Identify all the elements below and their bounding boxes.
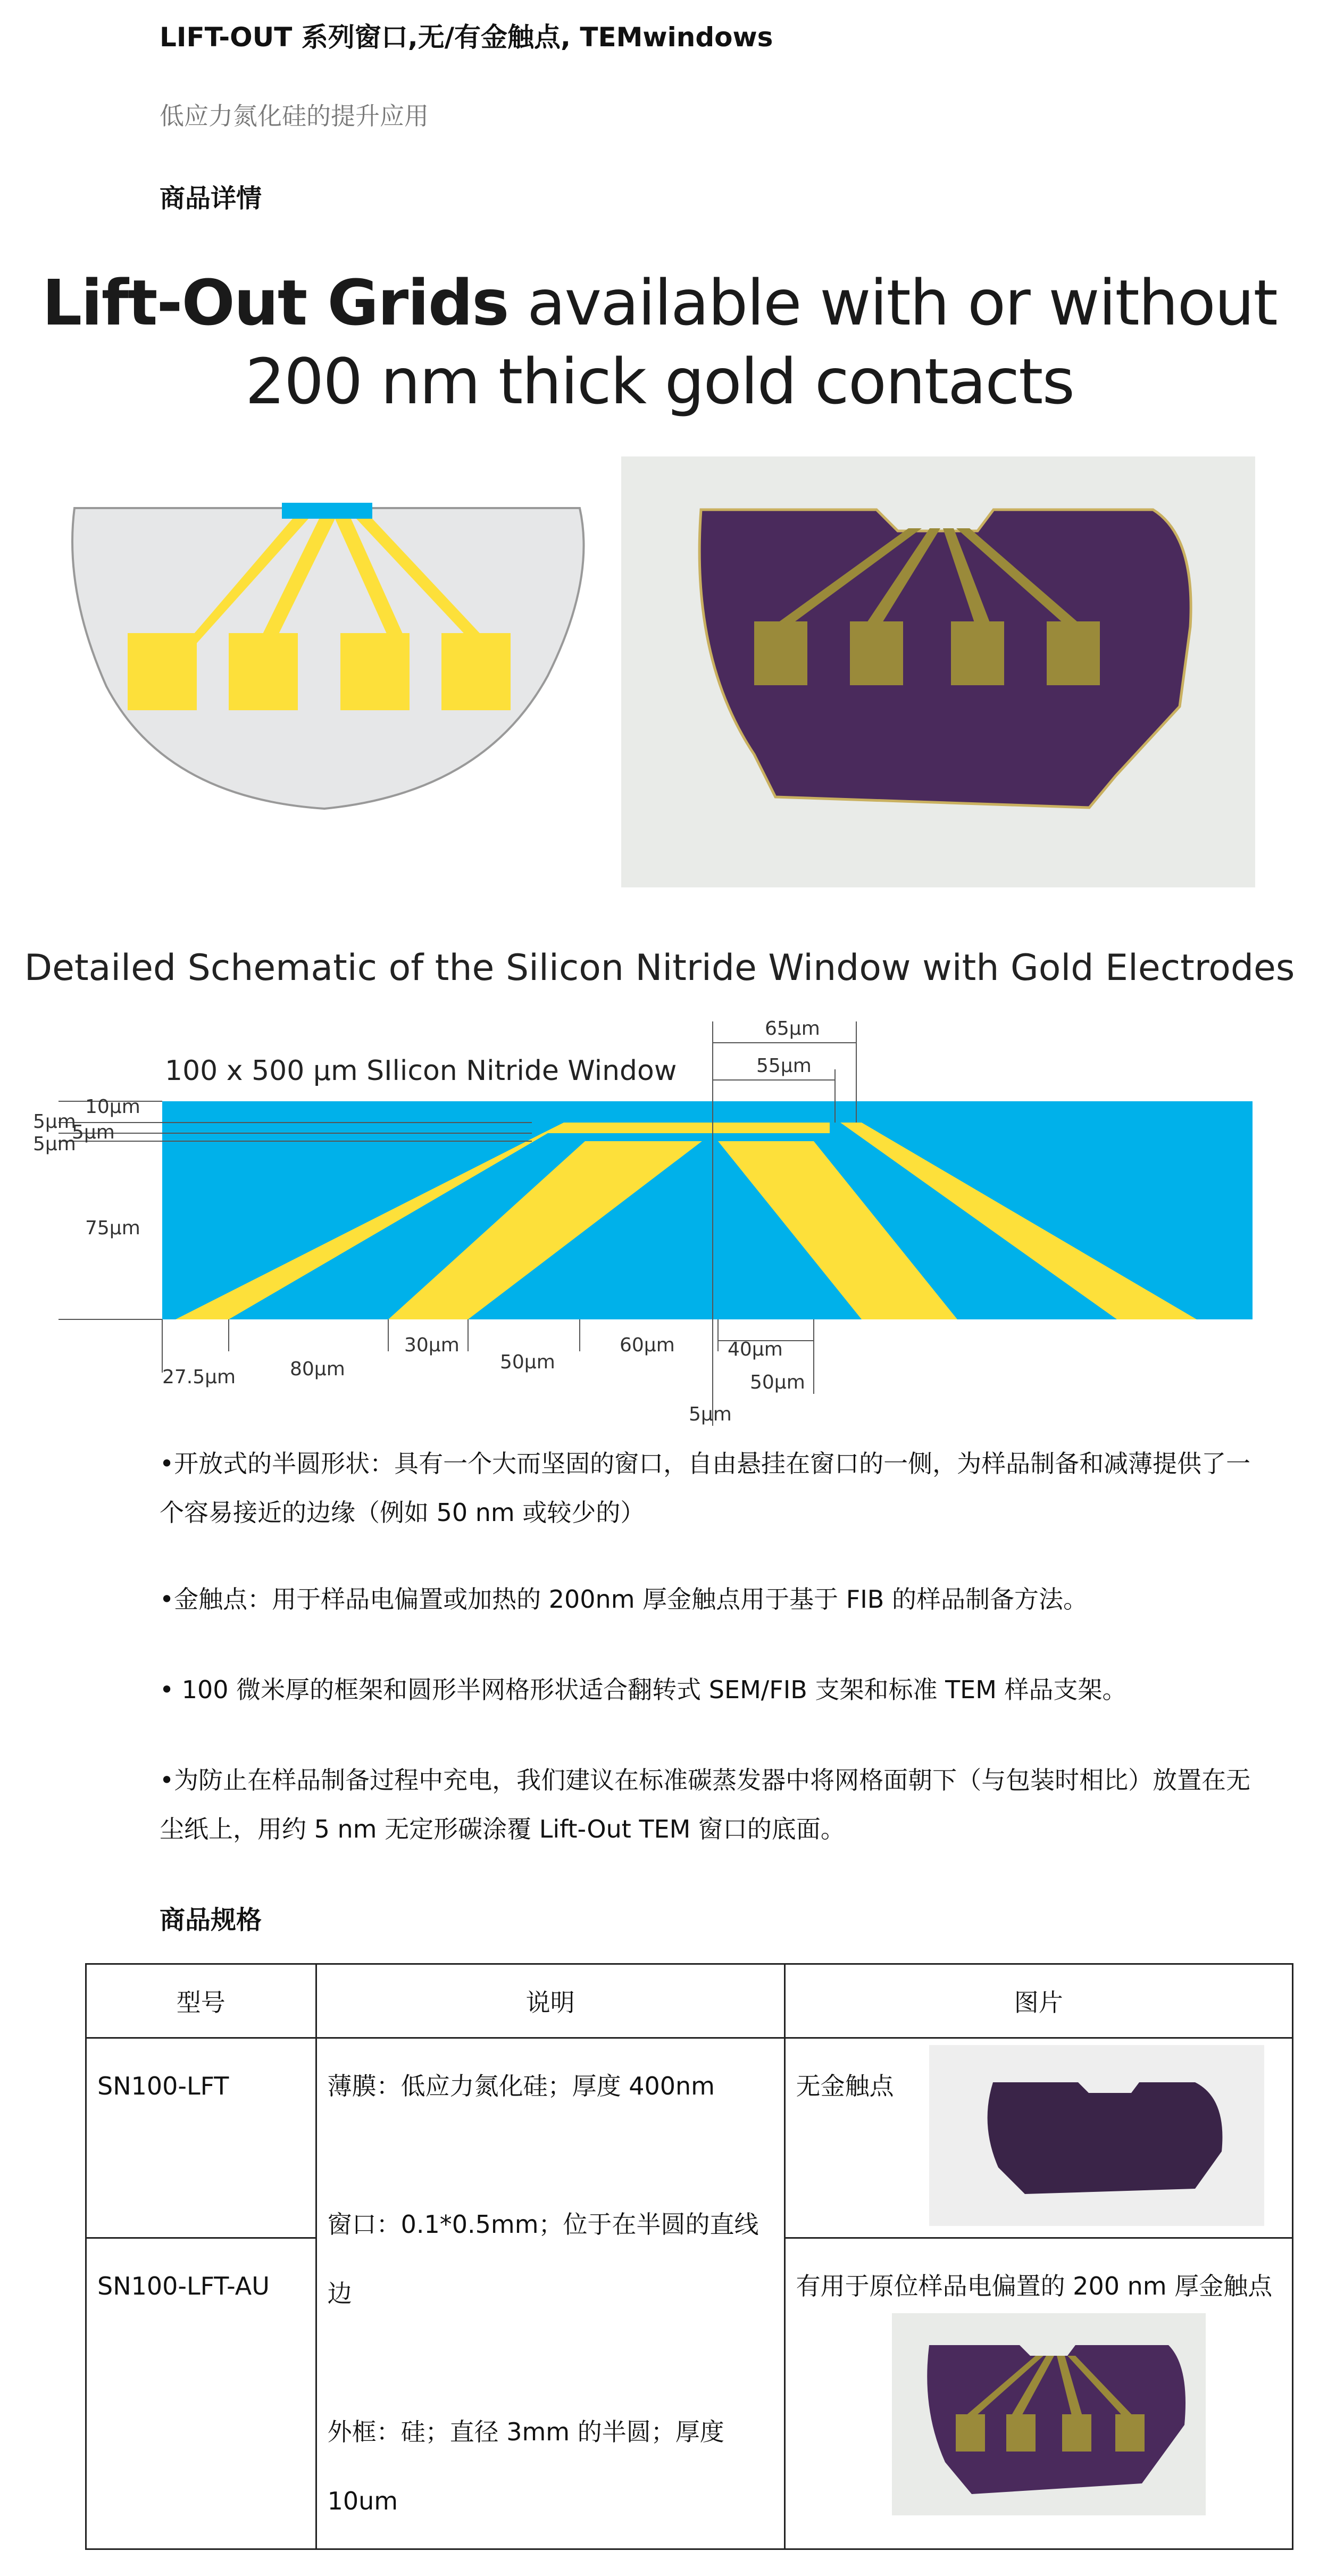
grid-illustration [59,484,590,825]
dim-50a: 50µm [500,1351,555,1373]
desc-frame: 外框：硅；直径 3mm 的半圆；厚度 10um [327,2417,724,2515]
spec-table [85,1963,1293,2550]
desc-membrane: 薄膜：低应力氮化硅；厚度 400nm [327,2072,715,2100]
details-heading: 商品详情 [160,184,262,213]
banner-heading [0,266,1319,418]
feature-gold: •金触点：用于样品电偏置或加热的 200nm 厚金触点用于基于 FIB 的样品制备方法。 [160,1585,1088,1614]
chip-photo-gold [892,2313,1206,2515]
col-picture: 图片 [784,1964,1292,2038]
banner-line2: 200 nm thick gold contacts [245,345,1074,418]
window-marker [282,503,372,519]
dim-10: 10µm [85,1096,140,1118]
dim-30: 30µm [404,1334,460,1356]
page-title: LIFT-OUT 系列窗口,无/有金触点, TEMwindows [160,22,773,53]
banner-bold: Lift-Out Grids [42,266,508,339]
dim-65: 65µm [765,1018,820,1040]
feature-carbon: •为防止在样品制备过程中充电，我们建议在标准碳蒸发器中将网格面朝下（与包装时相比）放置在无尘纸上，用约 5 nm 无定形碳涂覆 Lift-Out TEM 窗口的底面。 [160,1766,1251,1843]
dim-80: 80µm [290,1358,345,1380]
dim-5d: 5µm [689,1403,732,1425]
schematic-diagram [0,1011,1319,1436]
dim-55: 55µm [756,1055,812,1077]
dim-5a: 5µm [33,1111,76,1133]
table-row [86,2038,1293,2238]
picture-label: 有用于原位样品电偏置的 200 nm 厚金触点 [796,2272,1273,2301]
feature-shape: •开放式的半圆形状：具有一个大而坚固的窗口，自由悬挂在窗口的一侧，为样品制备和减薄提供了一个容易接近的边缘（例如 50 nm 或较少的） [160,1449,1251,1527]
col-description: 说明 [316,1964,784,2038]
dim-50b: 50µm [750,1372,805,1393]
dim-75: 75µm [85,1217,140,1239]
picture-label: 无金触点 [796,2072,894,2100]
model-cell: SN100-LFT [86,2038,316,2238]
col-model: 型号 [86,1964,316,2038]
dim-5c: 5µm [33,1133,76,1155]
picture-cell [784,2038,1292,2238]
table-header-row [86,1964,1293,2038]
dim-5b: 5µm [72,1121,115,1143]
chip-photo-plain [929,2045,1264,2226]
chip-photo [621,456,1255,887]
banner-rest: available with or without [527,266,1277,339]
chip-photo-art [621,456,1255,887]
specs-heading: 商品规格 [160,1905,262,1935]
dim-40: 40µm [728,1339,783,1360]
description-cell [316,2038,784,2549]
picture-cell [784,2238,1292,2549]
window-label: 100 x 500 µm SIlicon Nitride Window [165,1055,677,1087]
schematic-title: Detailed Schematic of the Silicon Nitride Window with Gold Electrodes [24,947,1295,989]
dim-27-5: 27.5µm [162,1366,236,1388]
page-subtitle: 低应力氮化硅的提升应用 [160,102,429,130]
desc-window: 窗口：0.1*0.5mm；位于在半圆的直线边 [327,2210,759,2308]
feature-frame: • 100 微米厚的框架和圆形半网格形状适合翻转式 SEM/FIB 支架和标准 TEM 样品支架。 [160,1675,1127,1704]
dim-60: 60µm [620,1334,675,1356]
model-cell: SN100-LFT-AU [86,2238,316,2549]
